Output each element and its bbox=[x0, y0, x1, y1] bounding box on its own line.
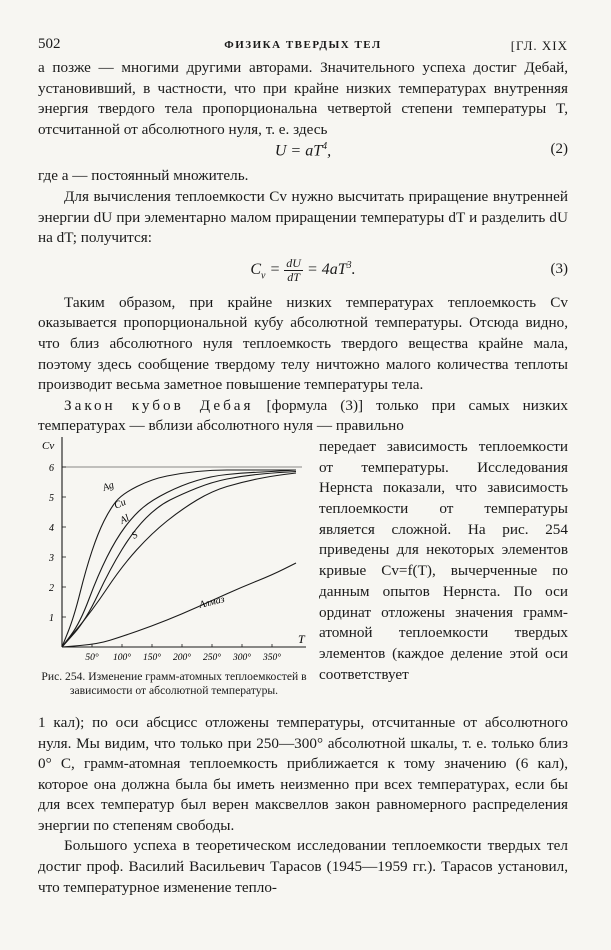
running-header bbox=[38, 32, 568, 58]
x-tick-label: 350° bbox=[262, 652, 282, 663]
y-tick-label: 2 bbox=[49, 582, 54, 594]
x-tick-label: 300° bbox=[232, 652, 252, 663]
equation-2-number: (2) bbox=[550, 141, 568, 158]
series-label: Ag bbox=[101, 479, 116, 494]
paragraph-constant: где a — постоянный множитель. bbox=[38, 167, 249, 185]
series-label: Al bbox=[118, 512, 132, 527]
page-number: 502 bbox=[38, 36, 61, 52]
running-title: ФИЗИКА ТВЕРДЫХ ТЕЛ bbox=[224, 39, 382, 51]
paragraph-nernst: передает зависимость теплоемкости от температуры. Исследования Нернста показали, что зависимость теплоемкости от температуры является сложной. На рис. 254 приведены для некоторых элементов кривые Cv=f(T), вычерченные по данным опытов Нернста. По оси ординат отложены значения грамм-атомной теплоемкости твердых элементов (каждое деление этой оси соответствует bbox=[319, 437, 568, 683]
y-tick-label: 5 bbox=[49, 492, 54, 504]
series-label: Алмаз bbox=[198, 593, 226, 611]
series-labels bbox=[100, 480, 225, 611]
paragraph-debye-cubes: Закон кубов Дебая [формула (3)] только при самых низких температурах — вблизи абсолютного нуля — правильно bbox=[38, 396, 569, 435]
curve-S bbox=[62, 473, 296, 647]
figure-caption: Рис. 254. Изменение грамм-атомных теплоемкостей в зависимости от абсолютной температуры. bbox=[41, 669, 307, 698]
curve-Cu bbox=[62, 470, 296, 647]
curve-Al bbox=[62, 471, 296, 647]
figure-254 bbox=[38, 437, 310, 699]
fraction-dU-dT: $\frac{dU}{dT}$ bbox=[286, 255, 301, 284]
y-tick-label: 6 bbox=[49, 462, 54, 474]
heat-capacity-chart bbox=[38, 437, 310, 669]
y-axis-label: Cv bbox=[42, 439, 55, 452]
y-tick-label: 4 bbox=[49, 522, 54, 534]
curve-Ag bbox=[62, 470, 296, 647]
equation-3-body: $C_v$ = $\frac{dU}{dT}$ = $4aT^3$. bbox=[250, 255, 356, 284]
side-column bbox=[319, 437, 568, 685]
x-tick-label: 200° bbox=[172, 652, 192, 663]
chapter-label: [ГЛ. XIX bbox=[510, 38, 568, 53]
y-tick-label: 1 bbox=[49, 612, 54, 624]
paragraph-heat-capacity-calc: Для вычисления теплоемкости Cv нужно высчитать приращение внутренней энергии dU при элементарно малом приращении температуры dT и разделить dU на dT; получится: bbox=[38, 187, 568, 247]
equation-2 bbox=[38, 140, 568, 166]
equation-3-number: (3) bbox=[550, 260, 568, 277]
series-label: Cu bbox=[112, 496, 128, 512]
y-tick-label: 3 bbox=[49, 552, 54, 564]
curve-Алмаз bbox=[62, 563, 296, 647]
x-axis-label: T bbox=[298, 631, 305, 646]
paragraph-debye-intro: а позже — многими другими авторами. Значительного успеха достиг Дебай, установивший, в частности, что при крайне низких температурах внутренняя энергия твердого тела пропорциональна четвертой степени температуры T, отсчитанной от абсолютного нуля, т. е. здесь bbox=[38, 59, 568, 138]
y-ticks bbox=[48, 463, 66, 624]
x-tick-label: 250° bbox=[202, 652, 222, 663]
x-tick-label: 150° bbox=[142, 652, 162, 663]
spaced-emphasis: Закон кубов Дебая bbox=[64, 396, 254, 414]
equation-3 bbox=[38, 249, 568, 293]
chart-axes bbox=[62, 437, 306, 647]
x-tick-label: 100° bbox=[112, 652, 132, 663]
equation-2-body: $U = aT^4$, bbox=[274, 141, 332, 160]
series-label: S bbox=[130, 529, 140, 542]
paragraph-tarasov: Большого успеха в теоретическом исследовании теплоемкости твердых тел достиг проф. Василий Васильевич Тарасов (1945—1959 гг.). Тарасов установил, что температурное изменение тепло- bbox=[38, 837, 568, 896]
x-tick-label: 50° bbox=[85, 652, 99, 663]
figure-block bbox=[38, 437, 568, 713]
paragraph-abscissa: 1 кал); по оси абсцисс отложены температуры, отсчитанные от абсолютного нуля. Мы видим, что только при 250—300° абсолютной шкалы, т. е. только близ 0° С, грамм-атомная теплоемкость приближается к тому значению (6 кал), которое она должна была бы иметь неизменно при всех температурах, если бы для всех температур был верен максвеллов закон равномерного распределения энергии по степеням свободы. bbox=[38, 713, 568, 834]
chart-curves bbox=[62, 470, 296, 647]
paragraph-cube-law: Таким образом, при крайне низких температурах теплоемкость Cv оказывается пропорциональной кубу абсолютной температуры. Отсюда видно, что близ абсолютного нуля теплоемкость твердого вещества крайне мала, поэтому здесь сообщение твердому телу ничтожно малого количества теплоты производит весьма заметное повышение температуры тела. bbox=[38, 293, 568, 394]
book-page bbox=[38, 32, 568, 898]
